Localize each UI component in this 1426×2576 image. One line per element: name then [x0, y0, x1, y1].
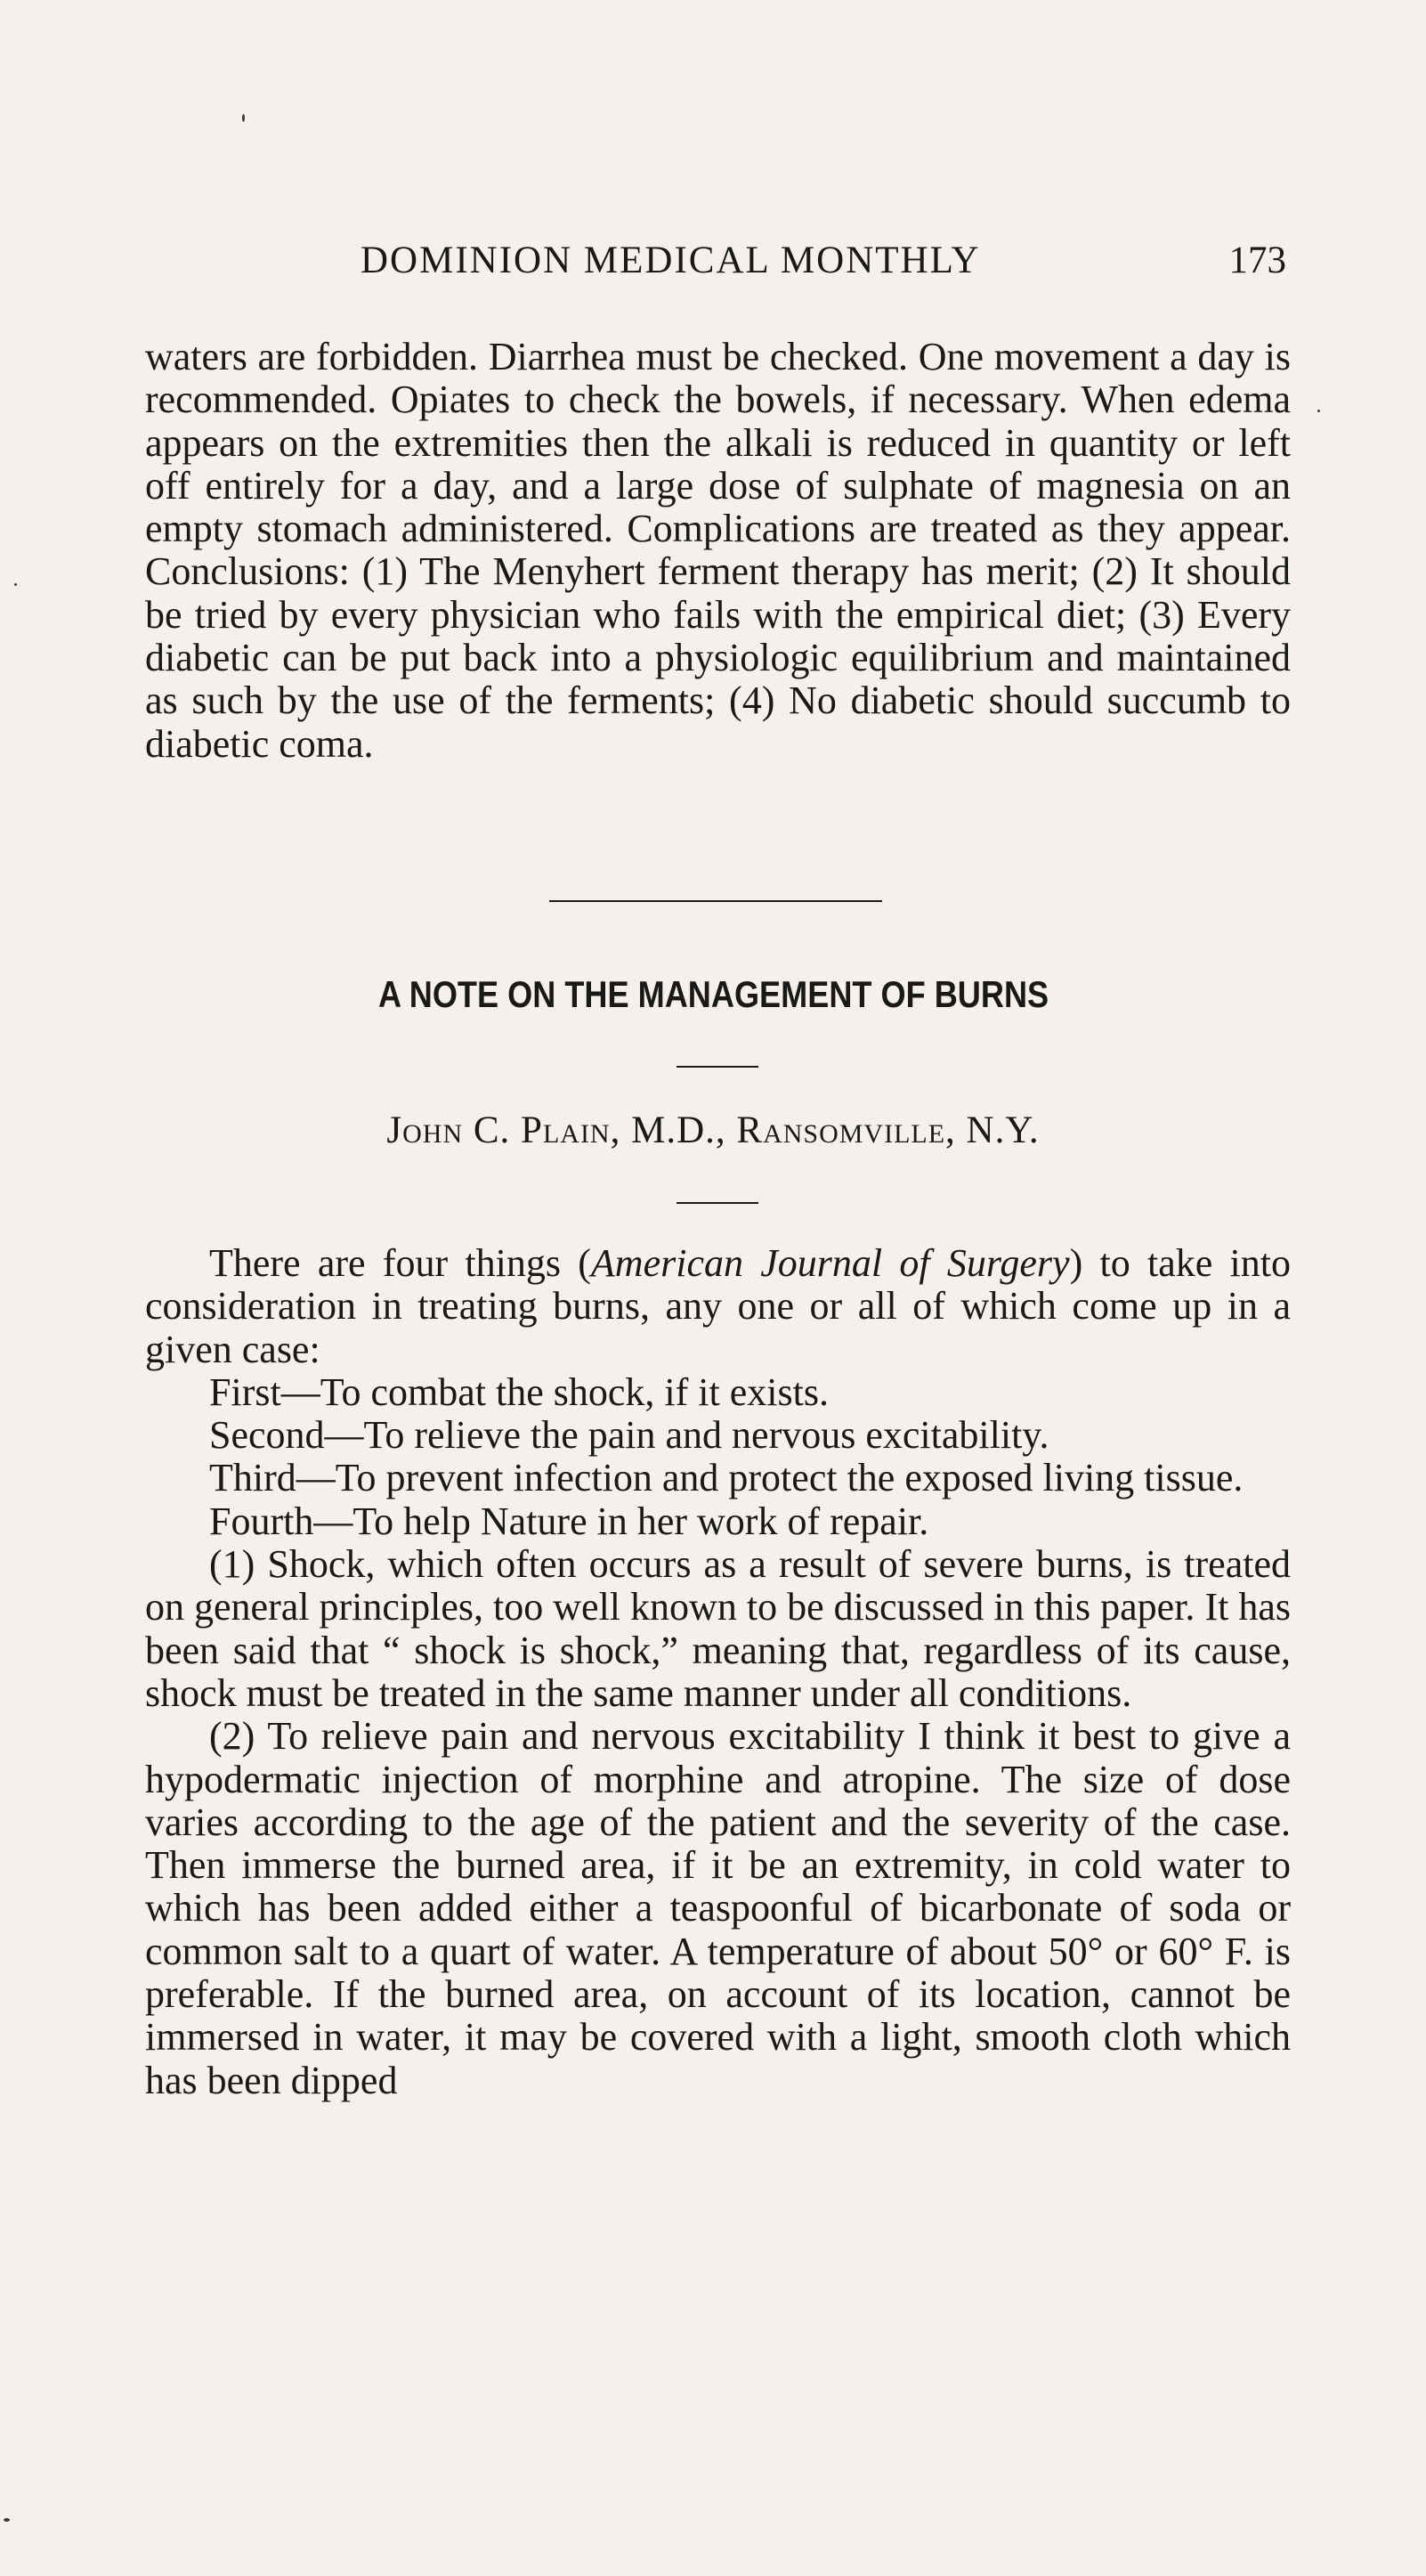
previous-article-text [145, 336, 1291, 766]
previous-article-paragraph: waters are forbidden. Diarrhea must be checked. One movement a day is recommended. Opiates to check the bowels, if necessary. When edema appears on the extremities then the alkali is reduced in quantity or left off entirely for a day, and a large dose of sulphate of magnesia on an empty stomach administered. Complications are treated as they appear. Conclusions: (1) The Menyhert ferment therapy has merit; (2) It should be tried by every physician who fails with the empirical diet; (3) Every diabetic can be put back into a physiologic equilibrium and maintained as such by the use of the ferments; (4) No diabetic should succumb to diabetic coma. [145, 335, 1291, 766]
section-divider [549, 900, 882, 902]
scan-speck [4, 2518, 10, 2522]
intro-paragraph [145, 1242, 1291, 1371]
article-title: A NOTE ON THE MANAGEMENT OF BURNS [377, 973, 1049, 1015]
page-number: 173 [1228, 240, 1286, 281]
list-item: Fourth—To help Nature in her work of repair. [209, 1499, 929, 1543]
list-item: Third—To prevent infection and protect the exposed living tissue. [209, 1456, 1244, 1500]
intro-after: ) to take into consideration in treating burns, any one or all of which come up in a given case: [145, 1241, 1292, 1371]
scan-speck [242, 114, 245, 122]
article-byline: John C. Plain, M.D., Ransomville, N.Y. [386, 1109, 1040, 1151]
shock-paragraph: (1) Shock, which often occurs as a result of severe burns, is treated on general principles, too well known to be discussed in this paper. It has been said that “ shock is shock,” meaning that, regardless of its cause, shock must be treated in the same manner under all conditions. [145, 1542, 1291, 1715]
journal-title: DOMINION MEDICAL MONTHLY [361, 240, 981, 281]
list-item: Second—To relieve the pain and nervous excitability. [209, 1413, 1049, 1458]
list-item: First—To combat the shock, if it exists. [209, 1369, 829, 1414]
title-rule [677, 1066, 758, 1068]
pain-paragraph: (2) To relieve pain and nervous excitability I think it best to give a hypodermatic injection of morphine and atropine. The size of dose varies according to the age of the patient and the severity of the case. Then immerse the burned area, if it be an extremity, in cold water to which has been added either a teaspoonful of bicarbonate of soda or common salt to a quart of water. A temperature of about 50° or 60° F. is preferable. If the burned area, on account of its location, cannot be immersed in water, it may be covered with a light, smooth cloth which has been dipped [145, 1714, 1291, 2102]
byline-rule [677, 1202, 758, 1204]
scan-speck [14, 583, 17, 586]
running-head [361, 239, 1286, 292]
intro-before: There are four things ( [209, 1241, 591, 1285]
intro-source: American Journal of Surgery [590, 1241, 1070, 1285]
scan-speck [1317, 410, 1320, 412]
article-body [145, 1242, 1291, 2102]
